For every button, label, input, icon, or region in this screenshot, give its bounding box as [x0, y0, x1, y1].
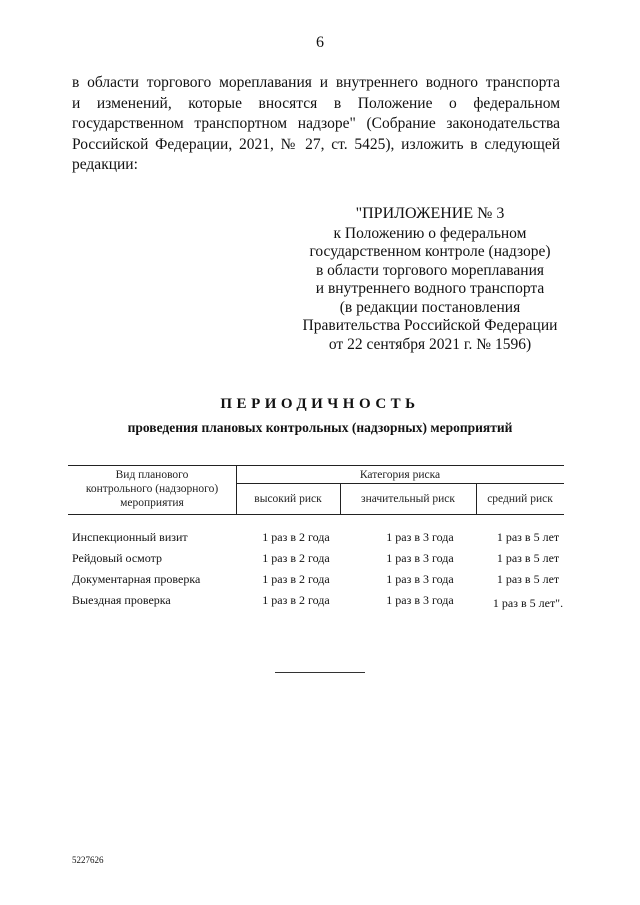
- col-header-line: Вид планового: [115, 469, 189, 481]
- group-header-risk-category: Категория риска: [359, 469, 441, 481]
- appendix-line: от 22 сентября 2021 г. № 1596): [328, 335, 532, 353]
- table-row: [72, 593, 564, 613]
- cell-medium-risk: 1 раз в 5 лет: [496, 572, 560, 586]
- cell-medium-risk: 1 раз в 5 лет".: [492, 596, 564, 610]
- table-row: [72, 572, 564, 592]
- cell-activity: Инспекционный визит: [72, 530, 188, 544]
- col-header-medium-risk: средний риск: [487, 493, 553, 505]
- appendix-line: к Положению о федеральном: [333, 224, 527, 242]
- cell-high-risk: 1 раз в 2 года: [262, 551, 330, 565]
- cell-medium-risk: 1 раз в 5 лет: [496, 551, 560, 565]
- appendix-title: "ПРИЛОЖЕНИЕ № 3: [355, 205, 505, 222]
- intro-line: государственном транспортном надзоре" (Собрание законодательства: [72, 115, 560, 132]
- cell-activity: Документарная проверка: [72, 572, 201, 586]
- cell-significant-risk: 1 раз в 3 года: [386, 572, 454, 586]
- cell-medium-risk: 1 раз в 5 лет: [496, 530, 560, 544]
- document-subtitle: проведения плановых контрольных (надзорных) мероприятий: [127, 420, 513, 435]
- appendix-line: и внутреннего водного транспорта: [315, 280, 545, 297]
- group-header-underline: [236, 483, 564, 484]
- intro-line: в области торгового мореплавания и внутреннего водного транспорта: [72, 74, 560, 91]
- cell-activity: Рейдовый осмотр: [72, 551, 162, 565]
- col-header-activity-type: [68, 468, 236, 510]
- table-row: [72, 530, 564, 550]
- cell-activity: Выездная проверка: [72, 593, 171, 607]
- page-number: 6: [316, 34, 324, 51]
- appendix-line: в области торгового мореплавания: [315, 261, 545, 279]
- cell-high-risk: 1 раз в 2 года: [262, 572, 330, 586]
- cell-high-risk: 1 раз в 2 года: [262, 593, 330, 607]
- table-top-border: [68, 465, 564, 466]
- intro-line: и изменений, которые вносятся в Положение о федеральном: [72, 94, 560, 112]
- cell-high-risk: 1 раз в 2 года: [262, 530, 330, 544]
- cell-significant-risk: 1 раз в 3 года: [386, 530, 454, 544]
- periodicity-table-header: [68, 465, 564, 525]
- intro-line: Российской Федерации, 2021, № 27, ст. 5425), изложить в следующей: [72, 135, 560, 153]
- table-row: [72, 551, 564, 571]
- intro-line: редакции:: [72, 156, 138, 173]
- col-header-line: контрольного (надзорного): [85, 483, 219, 495]
- appendix-line: Правительства Российской Федерации: [302, 317, 558, 334]
- appendix-heading: [300, 205, 560, 354]
- col-header-line: мероприятия: [120, 497, 184, 509]
- intro-paragraph: [72, 73, 560, 176]
- cell-significant-risk: 1 раз в 3 года: [386, 593, 454, 607]
- document-title: ПЕРИОДИЧНОСТЬ: [220, 396, 420, 412]
- appendix-line: (в редакции постановления: [339, 298, 521, 316]
- table-header-bottom-border: [68, 514, 564, 515]
- col-header-significant-risk: значительный риск: [361, 493, 455, 505]
- end-separator-line: [275, 672, 365, 673]
- col-header-high-risk: высокий риск: [254, 493, 322, 505]
- cell-significant-risk: 1 раз в 3 года: [386, 551, 454, 565]
- appendix-line: государственном контроле (надзоре): [309, 243, 551, 260]
- document-code: 5227626: [72, 855, 104, 865]
